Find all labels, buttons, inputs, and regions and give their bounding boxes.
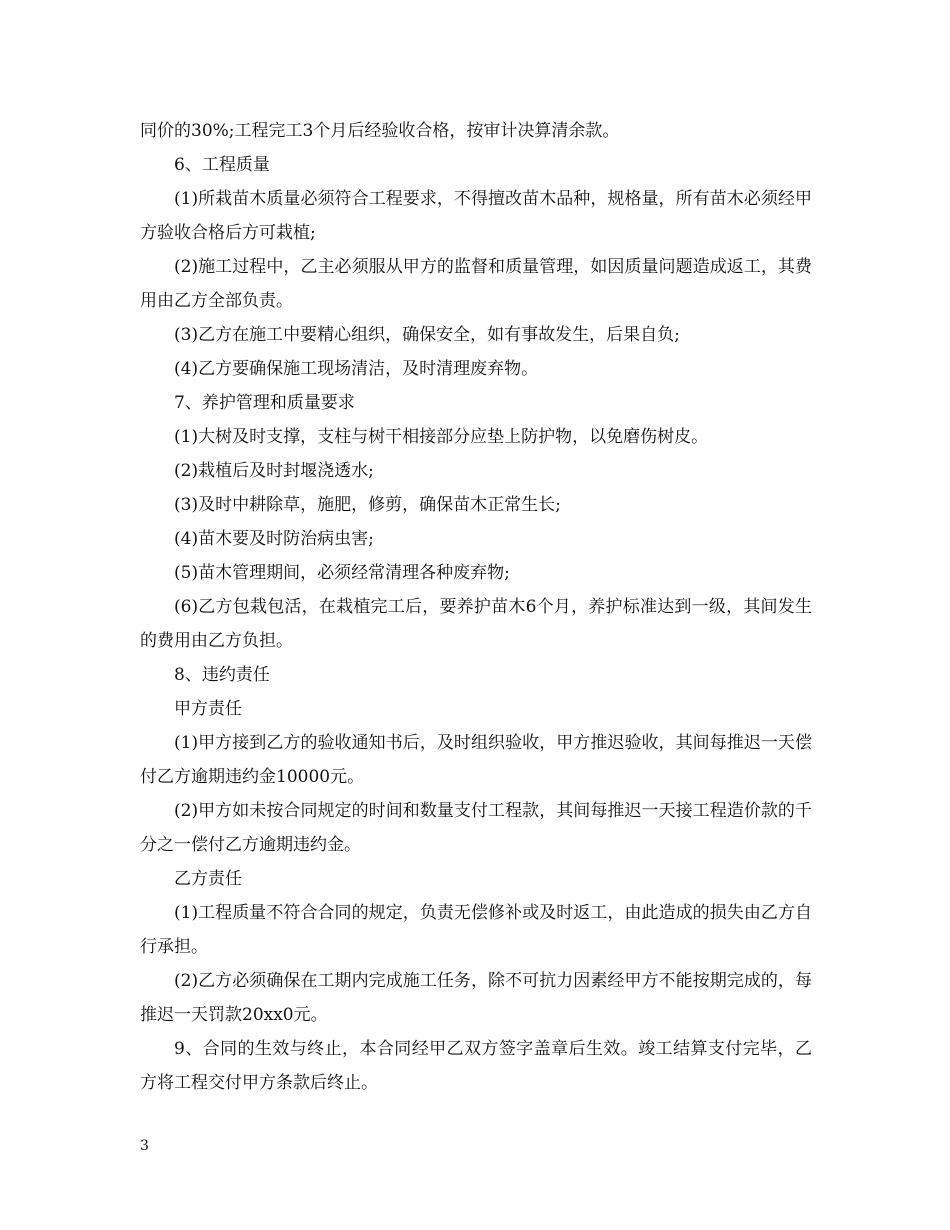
paragraph-party-b-2: (2)乙方必须确保在工期内完成施工任务，除不可抗力因素经甲方不能按期完成的，每推迟一天罚款20xx0元。 [140,971,812,1025]
paragraph-contract-effect: 9、合同的生效与终止，本合同经甲乙双方签字盖章后生效。竣工结算支付完毕，乙方将工程交付甲方条款后终止。 [140,1039,812,1093]
paragraph-maintenance-1: (1)大树及时支撑，支柱与树干相接部分应垫上防护物，以免磨伤树皮。 [174,427,709,447]
paragraph-payment-continued: 同价的30%;工程完工3个月后经验收合格，按审计决算清余款。 [140,121,620,141]
paragraph-maintenance-3: (3)及时中耕除草，施肥，修剪，确保苗木正常生长; [174,495,561,515]
paragraph-party-a-2: (2)甲方如未按合同规定的时间和数量支付工程款，其间每推迟一天接工程造价款的千分之一偿付乙方逾期违约金。 [140,801,812,855]
paragraph-quality-4: (4)乙方要确保施工现场清洁，及时清理废弃物。 [174,359,539,379]
paragraph-quality-1: (1)所栽苗木质量必须符合工程要求，不得擅改苗木品种，规格量，所有苗木必须经甲方验收合格后方可栽植; [140,189,812,243]
heading-breach-liability: 8、违约责任 [174,665,270,685]
paragraph-quality-3: (3)乙方在施工中要精心组织，确保安全，如有事故发生，后果自负; [174,325,680,345]
paragraph-maintenance-2: (2)栽植后及时封堰浇透水; [174,461,374,481]
page-number: 3 [140,1138,149,1154]
paragraph-maintenance-4: (4)苗木要及时防治病虫害; [174,529,374,549]
subheading-party-a-liability: 甲方责任 [174,699,242,719]
paragraph-party-a-1: (1)甲方接到乙方的验收通知书后，及时组织验收，甲方推迟验收，其间每推迟一天偿付乙方逾期违约金10000元。 [140,733,812,787]
subheading-party-b-liability: 乙方责任 [174,869,242,889]
paragraph-maintenance-5: (5)苗木管理期间，必须经常清理各种废弃物; [174,563,510,583]
paragraph-party-b-1: (1)工程质量不符合合同的规定，负责无偿修补或及时返工，由此造成的损失由乙方自行承担。 [140,903,812,957]
heading-engineering-quality: 6、工程质量 [174,155,270,175]
paragraph-maintenance-6: (6)乙方包栽包活，在栽植完工后，要养护苗木6个月，养护标准达到一级，其间发生的费用由乙方负担。 [140,597,812,651]
paragraph-quality-2: (2)施工过程中，乙主必须服从甲方的监督和质量管理，如因质量问题造成返工，其费用由乙方全部负责。 [140,257,812,311]
document-body [140,114,812,1100]
heading-maintenance: 7、养护管理和质量要求 [174,393,355,413]
